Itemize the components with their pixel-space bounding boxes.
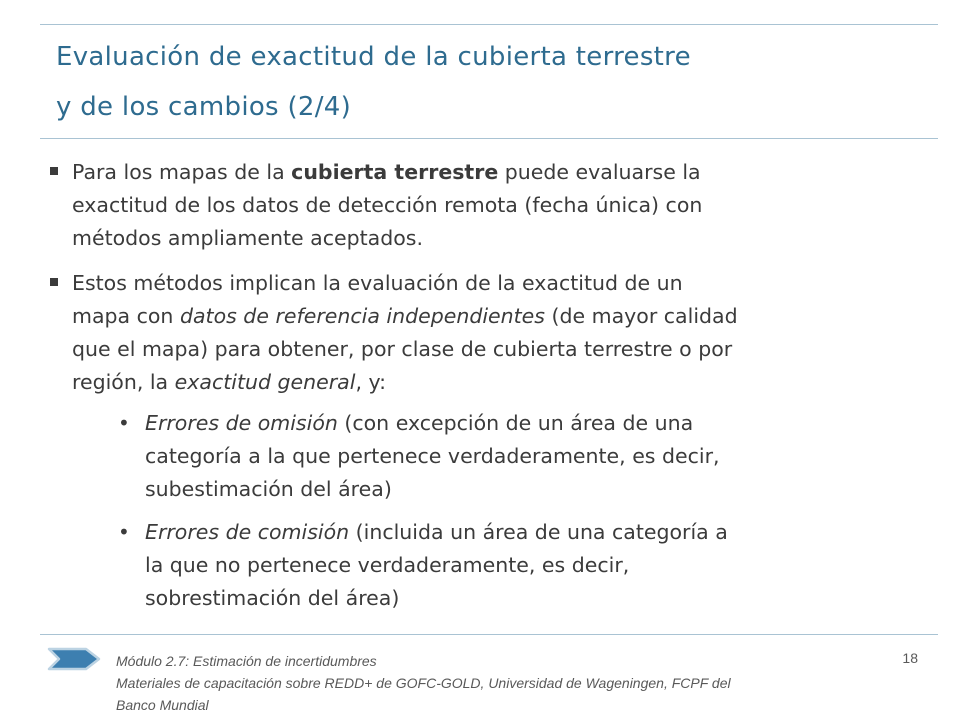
square-bullet-icon bbox=[50, 278, 58, 286]
emphasis-overall-accuracy: exactitud general bbox=[174, 370, 356, 394]
bullet-2-line-1: Estos métodos implican la evaluación de la exactitud de un bbox=[72, 271, 683, 295]
bullet-1-line-3: métodos ampliamente aceptados. bbox=[72, 226, 423, 250]
bullet-1-line-2: exactitud de los datos de detección remota (fecha única) con bbox=[72, 193, 703, 217]
page-number: 18 bbox=[902, 650, 918, 666]
emphasis-land-cover: cubierta terrestre bbox=[291, 160, 499, 184]
title-line-1: Evaluación de exactitud de la cubierta terrestre bbox=[56, 42, 691, 72]
bullet-2-line-4: región, la exactitud general, y: bbox=[72, 370, 387, 394]
title-divider bbox=[40, 138, 938, 139]
footer-divider bbox=[40, 634, 938, 635]
round-bullet-icon: • bbox=[118, 411, 130, 435]
footer-credits bbox=[116, 650, 876, 716]
sub-2-line-3: sobrestimación del área) bbox=[145, 586, 400, 610]
emphasis-reference-data: datos de referencia independientes bbox=[179, 304, 545, 328]
sub-bullet-commission bbox=[118, 516, 948, 615]
bullet-land-cover-maps bbox=[48, 156, 948, 255]
sub-2-line-2: la que no pertenece verdaderamente, es decir, bbox=[145, 553, 630, 577]
bullet-2-line-2: mapa con datos de referencia independientes (de mayor calidad bbox=[72, 304, 738, 328]
footer-module: Módulo 2.7: Estimación de incertidumbres bbox=[116, 653, 377, 669]
footer-materials-cont: Banco Mundial bbox=[116, 697, 209, 713]
square-bullet-icon bbox=[50, 167, 58, 175]
footer-materials: Materiales de capacitación sobre REDD+ de GOFC-GOLD, Universidad de Wageningen, FCPF del bbox=[116, 675, 731, 691]
sub-1-line-3: subestimación del área) bbox=[145, 477, 392, 501]
bullet-1-line-1: Para los mapas de la cubierta terrestre puede evaluarse la bbox=[72, 160, 701, 184]
top-divider bbox=[40, 24, 938, 25]
sub-bullet-omission bbox=[118, 407, 948, 506]
sub-1-line-2: categoría a la que pertenece verdaderamente, es decir, bbox=[145, 444, 720, 468]
bullet-2-line-3: que el mapa) para obtener, por clase de cubierta terrestre o por bbox=[72, 337, 733, 361]
slide-body bbox=[48, 156, 948, 615]
chevron-arrow-icon bbox=[46, 646, 102, 672]
sub-2-line-1: Errores de comisión (incluida un área de una categoría a bbox=[145, 520, 728, 544]
bullet-methods bbox=[48, 267, 948, 399]
title-line-2: y de los cambios (2/4) bbox=[56, 92, 352, 122]
sub-1-line-1: Errores de omisión (con excepción de un área de una bbox=[145, 411, 694, 435]
round-bullet-icon: • bbox=[118, 520, 130, 544]
page-title bbox=[56, 32, 916, 132]
